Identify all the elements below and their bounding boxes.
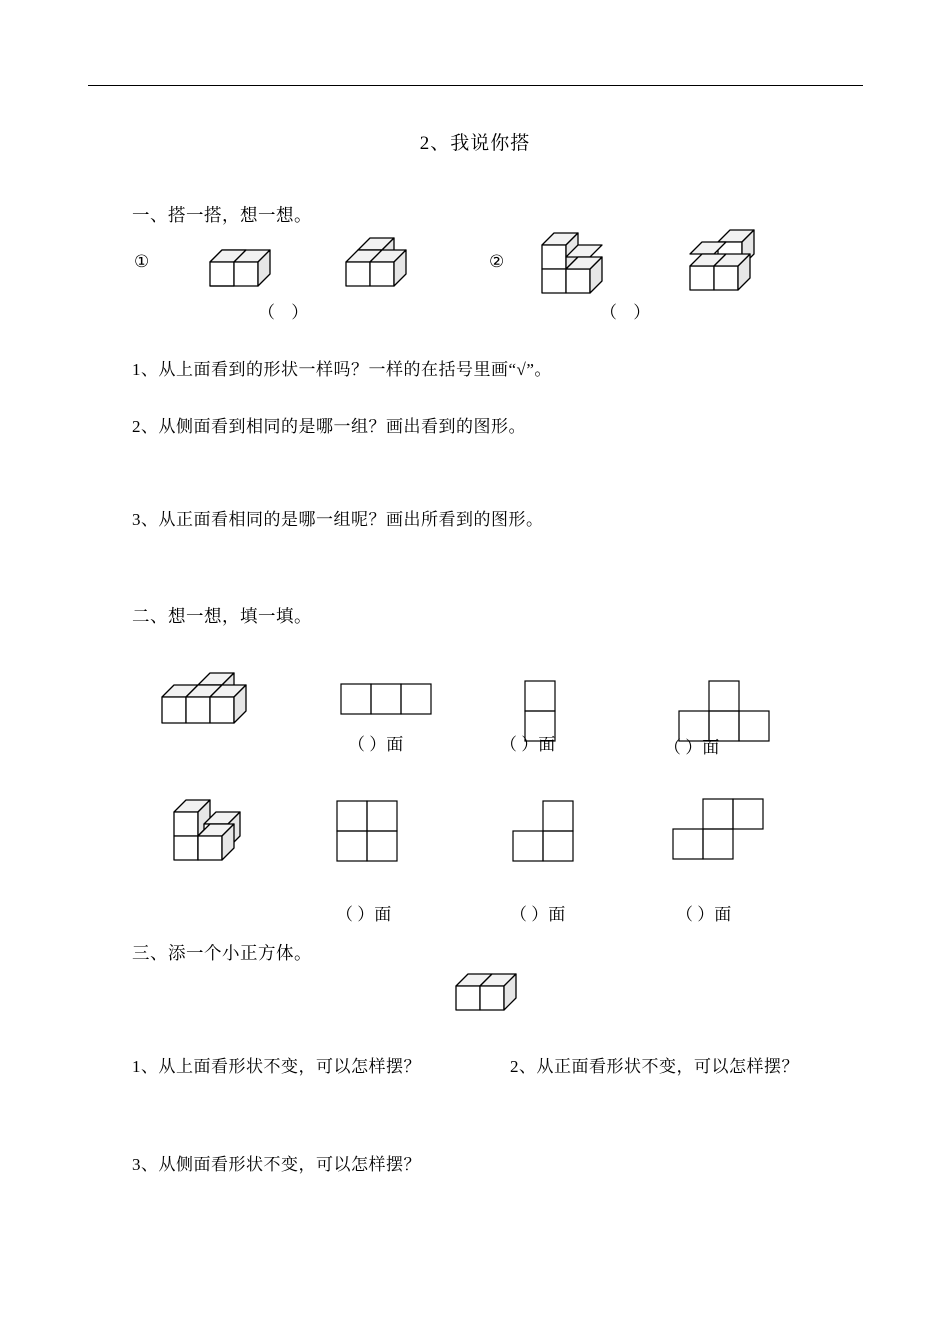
page-title: 2、我说你搭 bbox=[419, 133, 531, 154]
figure-2a-cubes bbox=[528, 225, 628, 305]
section1-question-1: 1、从上面看到的形状一样吗？一样的在括号里画“√”。 bbox=[132, 360, 552, 379]
face-label-r2-1[interactable]: （ ）面 bbox=[336, 905, 392, 924]
figure-view-stair-b bbox=[512, 800, 608, 866]
face-label-r2-3[interactable]: （ ）面 bbox=[676, 905, 732, 924]
face-label-r2-2[interactable]: （ ）面 bbox=[510, 905, 566, 924]
section3-question-1: 1、从上面看形状不变，可以怎样摆？ bbox=[132, 1057, 421, 1076]
section-2-heading: 二、想一想，填一填。 bbox=[132, 606, 312, 626]
section-1-heading: 一、搭一搭，想一想。 bbox=[132, 205, 312, 225]
header-rule bbox=[88, 85, 863, 86]
section1-question-3: 3、从正面看相同的是哪一组呢？画出所看到的图形。 bbox=[132, 510, 544, 529]
section-3-heading: 三、添一个小正方体。 bbox=[132, 943, 312, 963]
figure-1a-cubes bbox=[196, 240, 296, 302]
blank-paren-1[interactable]: （ ） bbox=[258, 303, 315, 322]
figure-view-stair-a bbox=[336, 800, 432, 866]
figure-3d-row1 bbox=[152, 665, 272, 750]
figure-1b-cubes bbox=[332, 228, 437, 302]
figure-3d-row2 bbox=[160, 790, 270, 880]
figure-2b-cubes bbox=[676, 222, 781, 302]
section1-question-2: 2、从侧面看到相同的是哪一组？画出看到的图形。 bbox=[132, 417, 526, 436]
item-marker-2: ② bbox=[489, 252, 505, 271]
blank-paren-2[interactable]: （ ） bbox=[600, 303, 657, 322]
figure-two-cubes bbox=[448, 966, 528, 1024]
face-label-r1-3[interactable]: （ ）面 bbox=[664, 738, 720, 757]
face-label-r1-1[interactable]: （ ）面 bbox=[348, 735, 404, 754]
item-marker-1: ① bbox=[134, 252, 150, 271]
section3-question-3: 3、从侧面看形状不变，可以怎样摆？ bbox=[132, 1155, 421, 1174]
figure-view-1x3 bbox=[340, 683, 432, 717]
face-label-r1-2[interactable]: （ ）面 bbox=[500, 735, 556, 754]
figure-view-zshape bbox=[672, 798, 772, 866]
section3-question-2: 2、从正面看形状不变，可以怎样摆？ bbox=[510, 1057, 799, 1076]
